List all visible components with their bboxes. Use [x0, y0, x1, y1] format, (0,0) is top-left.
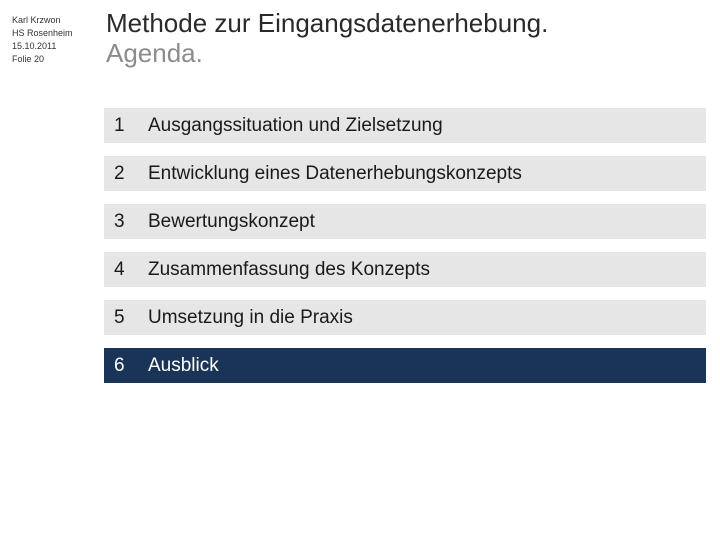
agenda-item-label: Umsetzung in die Praxis: [148, 306, 353, 328]
agenda-item-number: 2: [114, 162, 125, 184]
slide-subtitle: Agenda.: [106, 38, 203, 68]
agenda-item-number: 1: [114, 114, 125, 136]
slide-number: Folie 20: [12, 54, 45, 64]
institution-name: HS Rosenheim: [12, 28, 73, 38]
slide-meta: [12, 14, 73, 66]
agenda-item-label: Bewertungskonzept: [148, 210, 315, 232]
slide-title-block: [106, 8, 548, 68]
agenda-item-1: [104, 108, 706, 143]
agenda-item-label: Ausgangssituation und Zielsetzung: [148, 114, 443, 136]
agenda-item-label: Entwicklung eines Datenerhebungskonzepts: [148, 162, 522, 184]
author-name: Karl Krzwon: [12, 15, 61, 25]
agenda-item-3: [104, 204, 706, 239]
agenda-item-number: 3: [114, 210, 125, 232]
agenda-item-number: 6: [114, 354, 125, 376]
agenda-item-6: [104, 348, 706, 383]
slide-date: 15.10.2011: [12, 41, 57, 51]
agenda-list: [104, 108, 706, 396]
agenda-item-4: [104, 252, 706, 287]
agenda-item-2: [104, 156, 706, 191]
agenda-item-number: 5: [114, 306, 125, 328]
slide-title: Methode zur Eingangsdatenerhebung.: [106, 8, 549, 38]
agenda-item-5: [104, 300, 706, 335]
agenda-item-label: Ausblick: [148, 354, 219, 376]
agenda-item-label: Zusammenfassung des Konzepts: [148, 258, 430, 280]
agenda-item-number: 4: [114, 258, 125, 280]
